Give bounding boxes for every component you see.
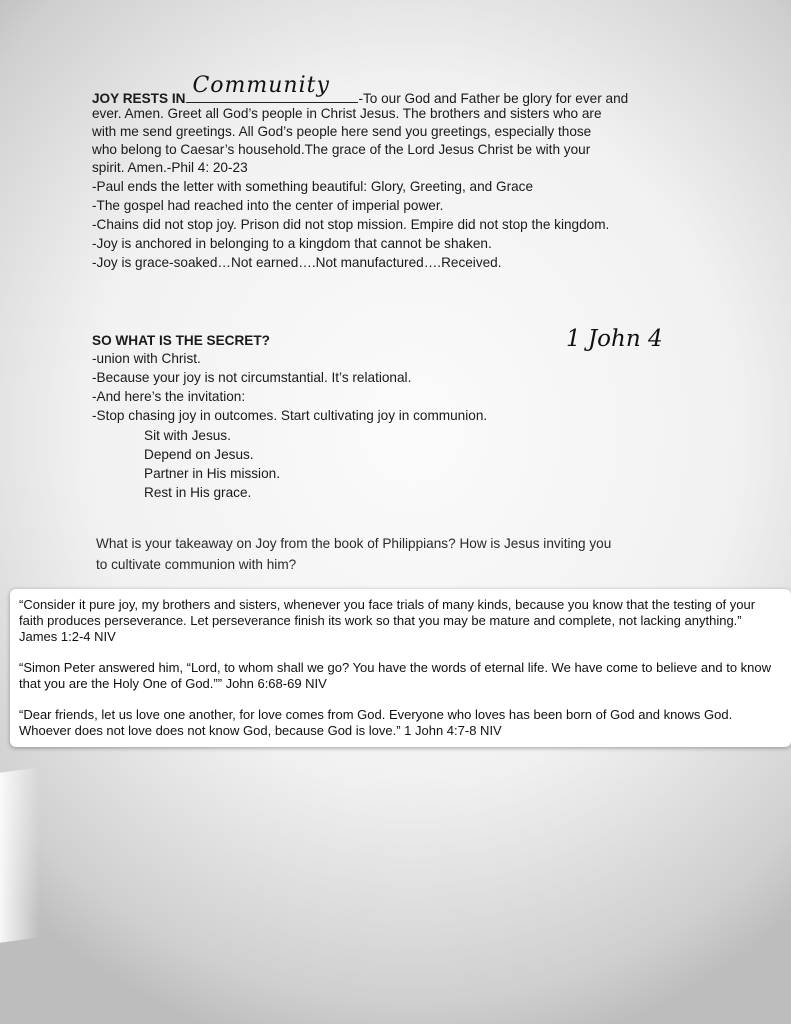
reflection-question: to cultivate communion with him?: [96, 557, 297, 572]
bullet-line: -Because your joy is not circumstantial. It’s relational.: [92, 370, 412, 385]
phil-quote-line: who belong to Caesar’s household.The grace of the Lord Jesus Christ be with your: [92, 142, 591, 157]
phil-quote-line: ever. Amen. Greet all God’s people in Christ Jesus. The brothers and sisters who are: [92, 106, 602, 121]
phil-quote-start: -To our God and Father be glory for ever and: [358, 91, 629, 106]
indented-item: Depend on Jesus.: [144, 447, 254, 462]
indented-item: Partner in His mission.: [144, 466, 280, 481]
bullet-line: -Stop chasing joy in outcomes. Start cultivating joy in communion.: [92, 408, 488, 423]
paper-crease: [0, 767, 40, 943]
handwritten-margin-note: 1 John 4: [566, 326, 663, 352]
verse-card: [10, 589, 791, 747]
reflection-question: What is your takeaway on Joy from the book of Philippians? How is Jesus inviting you: [96, 536, 612, 551]
phil-reference: spirit. Amen.-Phil 4: 20-23: [92, 160, 248, 175]
bullet-line: -And here’s the invitation:: [92, 389, 246, 404]
verse-james: “Consider it pure joy, my brothers and sisters, whenever you face trials of many kinds, because you know that the testing of your faith produces perseverance. Let perseverance finish its work so that you may be mature and complete, not lacking anything.” James 1:2-4 NIV: [19, 597, 756, 644]
handwritten-answer: Community: [192, 73, 330, 98]
bullet-line: -Paul ends the letter with something beautiful: Glory, Greeting, and Grace: [92, 179, 534, 194]
bullet-line: -Joy is grace-soaked…Not earned….Not manufactured….Received.: [92, 255, 502, 270]
indented-item: Rest in His grace.: [144, 485, 252, 500]
section2-heading: SO WHAT IS THE SECRET?: [92, 333, 270, 348]
answer-blank: [186, 73, 358, 103]
verse-1john: “Dear friends, let us love one another, for love comes from God. Everyone who loves has been born of God and knows God. Whoever does not love does not know God, because God is love.” 1 John 4:7-8 NIV: [19, 707, 733, 738]
phil-quote-line: with me send greetings. All God’s people here send you greetings, especially those: [92, 124, 592, 139]
section1-heading: JOY RESTS IN: [92, 91, 186, 106]
bullet-line: -union with Christ.: [92, 351, 201, 366]
joy-rests-line: [92, 73, 629, 106]
bullet-line: -Chains did not stop joy. Prison did not stop mission. Empire did not stop the kingdom.: [92, 217, 610, 232]
verse-john: “Simon Peter answered him, “Lord, to whom shall we go? You have the words of eternal life. We have come to believe and to know that you are the Holy One of God.”” John 6:68-69 NIV: [19, 660, 772, 691]
bullet-line: -The gospel had reached into the center of imperial power.: [92, 198, 444, 213]
bullet-line: -Joy is anchored in belonging to a kingdom that cannot be shaken.: [92, 236, 492, 251]
indented-item: Sit with Jesus.: [144, 428, 231, 443]
